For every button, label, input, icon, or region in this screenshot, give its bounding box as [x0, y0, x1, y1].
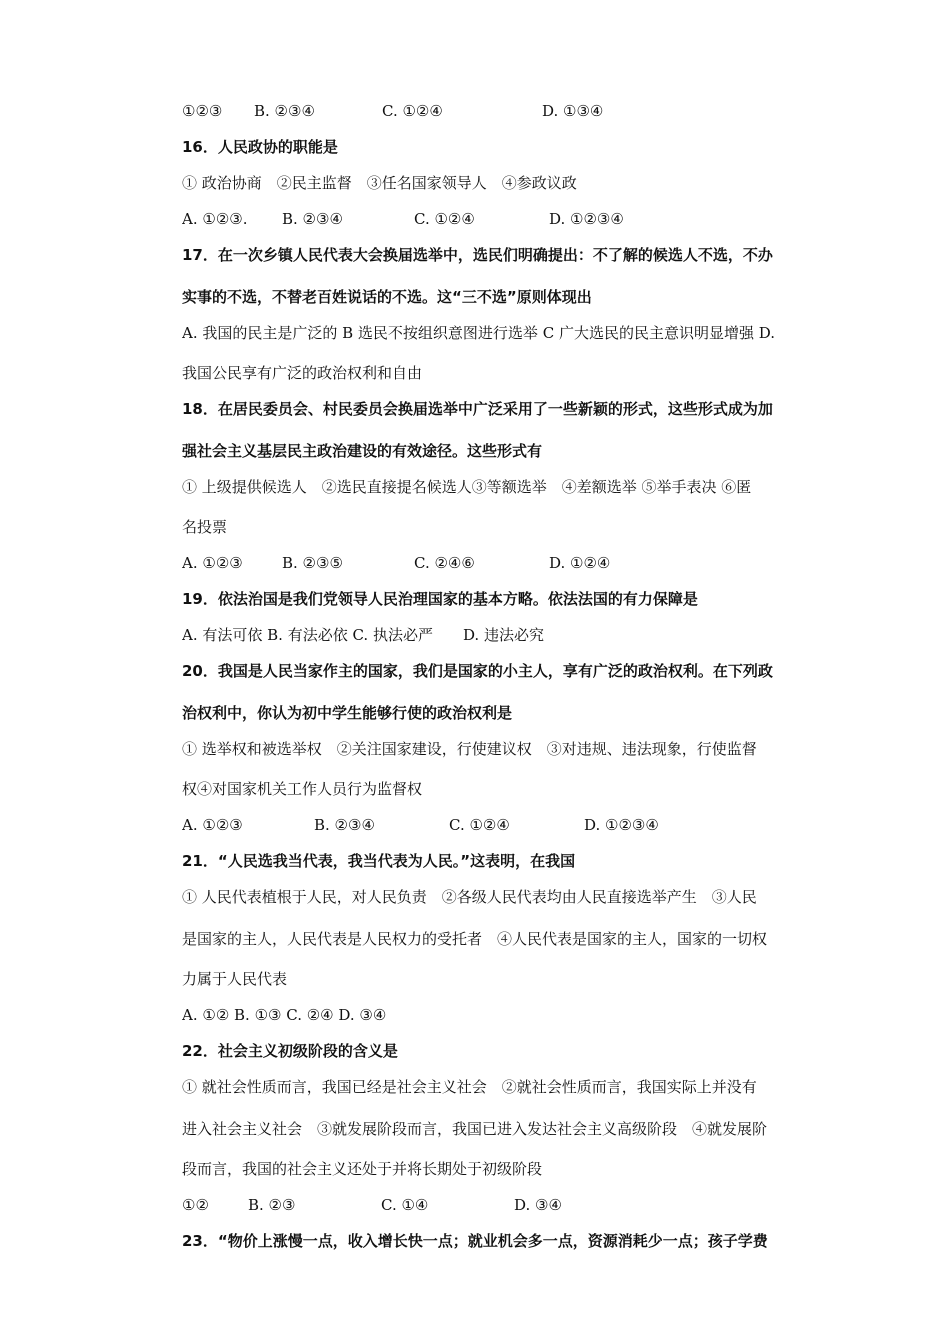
answer-option: D. ①③④	[542, 102, 604, 120]
question-text: 22．社会主义初级阶段的含义是	[182, 1042, 398, 1060]
answer-options	[182, 208, 842, 230]
option-text: 是国家的主人，人民代表是人民权力的受托者 ④人民代表是国家的主人，国家的一切权	[182, 930, 768, 948]
answer-options	[182, 1194, 842, 1216]
question-text: 20．我国是人民当家作主的国家，我们是国家的小主人，享有广泛的政治权利。在下列政	[182, 662, 773, 680]
option-text: A. 有法可依 B. 有法必依 C. 执法必严 D. 违法必究	[182, 626, 544, 644]
answer-option: C. ①②④	[382, 102, 443, 120]
option-text: 进入社会主义社会 ③就发展阶段而言，我国已进入发达社会主义高级阶段 ④就发展阶	[182, 1120, 768, 1138]
answer-option: B. ②③④	[282, 210, 343, 228]
question-text: 强社会主义基层民主政治建设的有效途径。这些形式有	[182, 442, 543, 460]
answer-option: C. ②④⑥	[414, 554, 475, 572]
question-text: 实事的不选，不替老百姓说话的不选。这“三不选”原则体现出	[182, 288, 592, 306]
question-text: 21．“人民选我当代表，我当代表为人民。”这表明，在我国	[182, 852, 576, 870]
answer-option: ①②③	[182, 102, 223, 120]
question-text: 23．“物价上涨慢一点，收入增长快一点；就业机会多一点，资源消耗少一点；孩子学费	[182, 1232, 768, 1250]
question-text: 18．在居民委员会、村民委员会换届选举中广泛采用了一些新颖的形式，这些形式成为加	[182, 400, 773, 418]
option-text: ① 选举权和被选举权 ②关注国家建设，行使建议权 ③对违规、违法现象，行使监督	[182, 740, 757, 758]
answer-option: C. ①②④	[414, 210, 475, 228]
answer-option: D. ③④	[514, 1196, 562, 1214]
answer-option: B. ②③⑤	[282, 554, 343, 572]
answer-option: B. ②③	[248, 1196, 296, 1214]
question-text: 19．依法治国是我们党领导人民治理国家的基本方略。依法法国的有力保障是	[182, 590, 698, 608]
option-text: A. 我国的民主是广泛的 B 选民不按组织意图进行选举 C 广大选民的民主意识明显增强 D.	[182, 324, 775, 342]
answer-option: D. ①②④	[549, 554, 611, 572]
answer-option: A. ①②③.	[182, 210, 248, 228]
question-text: 治权利中，你认为初中学生能够行使的政治权利是	[182, 704, 513, 722]
answer-option: B. ②③④	[254, 102, 315, 120]
answer-option: ①②	[182, 1196, 209, 1214]
answer-option: A. ①②③	[182, 554, 243, 572]
option-text: ① 就社会性质而言，我国已经是社会主义社会 ②就社会性质而言，我国实际上并没有	[182, 1078, 757, 1096]
answer-option: B. ②③④	[314, 816, 375, 834]
answer-options	[182, 552, 842, 574]
answer-options	[182, 814, 842, 836]
question-text: 17．在一次乡镇人民代表大会换届选举中，选民们明确提出：不了解的候选人不选，不办	[182, 246, 773, 264]
answer-option: A. ①②③	[182, 816, 243, 834]
answer-option: D. ①②③④	[584, 816, 659, 834]
option-text: 名投票	[182, 518, 228, 536]
option-text: 段而言，我国的社会主义还处于并将长期处于初级阶段	[182, 1160, 543, 1178]
option-text: ① 上级提供候选人 ②选民直接提名候选人③等额选举 ④差额选举 ⑤举手表决 ⑥匿	[182, 478, 752, 496]
answer-option: C. ①②④	[449, 816, 510, 834]
question-text: 16．人民政协的职能是	[182, 138, 338, 156]
answer-option: C. ①④	[381, 1196, 429, 1214]
option-text: 权④对国家机关工作人员行为监督权	[182, 780, 423, 798]
answer-option: D. ①②③④	[549, 210, 624, 228]
answer-options	[182, 100, 842, 122]
option-text: A. ①② B. ①③ C. ②④ D. ③④	[182, 1006, 387, 1024]
option-text: ① 人民代表植根于人民，对人民负责 ②各级人民代表均由人民直接选举产生 ③人民	[182, 888, 757, 906]
option-text: 力属于人民代表	[182, 970, 288, 988]
option-text: 我国公民享有广泛的政治权利和自由	[182, 364, 423, 382]
option-text: ① 政治协商 ②民主监督 ③任名国家领导人 ④参政议政	[182, 174, 577, 192]
